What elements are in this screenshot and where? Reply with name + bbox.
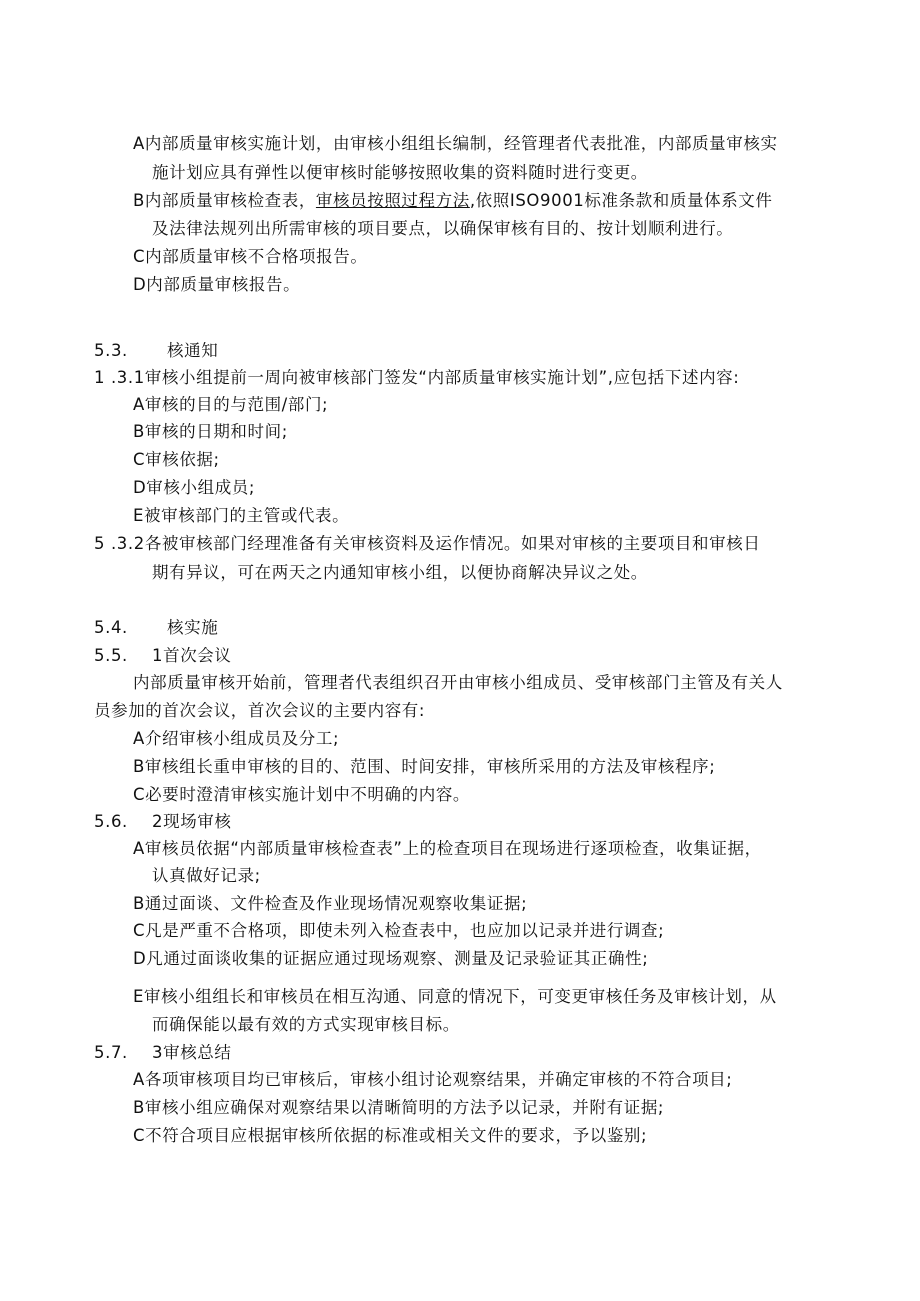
section-5-4-number: 5.4. <box>94 618 128 637</box>
section-5-6-item-d: D凡通过面谈收集的证据应通过现场观察、测量及记录验证其正确性; <box>133 949 649 968</box>
section-5-3-item-e: E被审核部门的主管或代表。 <box>133 506 350 525</box>
section-5-7-item-a: A各项审核项目均已审核后，审核小组讨论观察结果，并确定审核的不符合项目; <box>133 1070 733 1089</box>
section-5-6-item-e-line-1: E审核小组组长和审核员在相互沟通、同意的情况下，可变更审核任务及审核计划，从 <box>133 987 777 1006</box>
section-5-5-intro-line-1: 内部质量审核开始前，管理者代表组织召开由审核小组成员、受审核部门主管及有关人 <box>133 673 783 692</box>
section-5-6-item-a-line-1: A审核员依据“内部质量审核检查表”上的检查项目在现场进行逐项检查，收集证据， <box>133 839 762 858</box>
section-5-4-title: 核实施 <box>167 618 219 637</box>
section-5-7-item-b: B审核小组应确保对观察结果以清晰简明的方法予以记录，并附有证据; <box>133 1098 665 1117</box>
section-5-3-title: 核通知 <box>167 341 219 360</box>
item-b-suffix: ,依照ISO9001标准条款和质量体系文件 <box>469 191 773 210</box>
item-a-line-2: 施计划应具有弹性以便审核时能够按照收集的资料随时进行变更。 <box>152 163 648 182</box>
section-5-3-item-c: C审核依据; <box>133 450 220 469</box>
section-5-3-item-d: D审核小组成员; <box>133 478 256 497</box>
item-b-line-1 <box>133 190 773 212</box>
section-5-6-item-e-line-2: 而确保能以最有效的方式实现审核目标。 <box>152 1015 460 1034</box>
item-b-line-2: 及法律法规列出所需审核的项目要点，以确保审核有目的、按计划顺利进行。 <box>152 219 734 238</box>
section-5-7-title: 3审核总结 <box>152 1043 232 1062</box>
section-5-7-item-c: C不符合项目应根据审核所依据的标准或相关文件的要求，予以鉴别; <box>133 1126 648 1145</box>
section-5-3-para-2-line-1: 5 .3.2各被审核部门经理准备有关审核资料及运作情况。如果对审核的主要项目和审核日 <box>94 534 761 553</box>
section-5-5-title: 1首次会议 <box>152 646 232 665</box>
section-5-5-number: 5.5. <box>94 646 128 665</box>
section-5-3-number: 5.3. <box>94 341 128 360</box>
section-5-3-para-2-line-2: 期有异议，可在两天之内通知审核小组，以便协商解决异议之处。 <box>152 563 648 582</box>
section-5-6-item-a-line-2: 认真做好记录; <box>152 866 261 885</box>
item-b-prefix: B内部质量审核检查表， <box>133 191 316 210</box>
item-a-line-1: A内部质量审核实施计划，由审核小组组长编制，经管理者代表批准，内部质量审核实 <box>133 134 778 153</box>
section-5-5-item-c: C必要时澄清审核实施计划中不明确的内容。 <box>133 785 471 804</box>
section-5-7-number: 5.7. <box>94 1043 128 1062</box>
section-5-6-title: 2现场审核 <box>152 812 232 831</box>
section-5-6-item-b: B通过面谈、文件检查及作业现场情况观察收集证据; <box>133 894 528 913</box>
section-5-6-number: 5.6. <box>94 812 128 831</box>
section-5-3-item-a: A审核的目的与范围/部门; <box>133 395 329 414</box>
section-5-5-item-b: B审核组长重申审核的目的、范围、时间安排，审核所采用的方法及审核程序; <box>133 757 716 776</box>
section-5-5-item-a: A介绍审核小组成员及分工; <box>133 729 340 748</box>
section-5-3-para-1: 1 .3.1审核小组提前一周向被审核部门签发“内部质量审核实施计划”,应包括下述内容: <box>94 368 740 387</box>
item-c: C内部质量审核不合格项报告。 <box>133 247 368 266</box>
item-d: D内部质量审核报告。 <box>133 275 301 294</box>
section-5-5-intro-line-2: 员参加的首次会议，首次会议的主要内容有: <box>94 701 426 720</box>
section-5-6-item-c: C凡是严重不合格项，即使未列入检查表中，也应加以记录并进行调查; <box>133 921 665 940</box>
item-b-underlined: 审核员按照过程方法 <box>315 191 470 210</box>
section-5-3-item-b: B审核的日期和时间; <box>133 422 288 441</box>
